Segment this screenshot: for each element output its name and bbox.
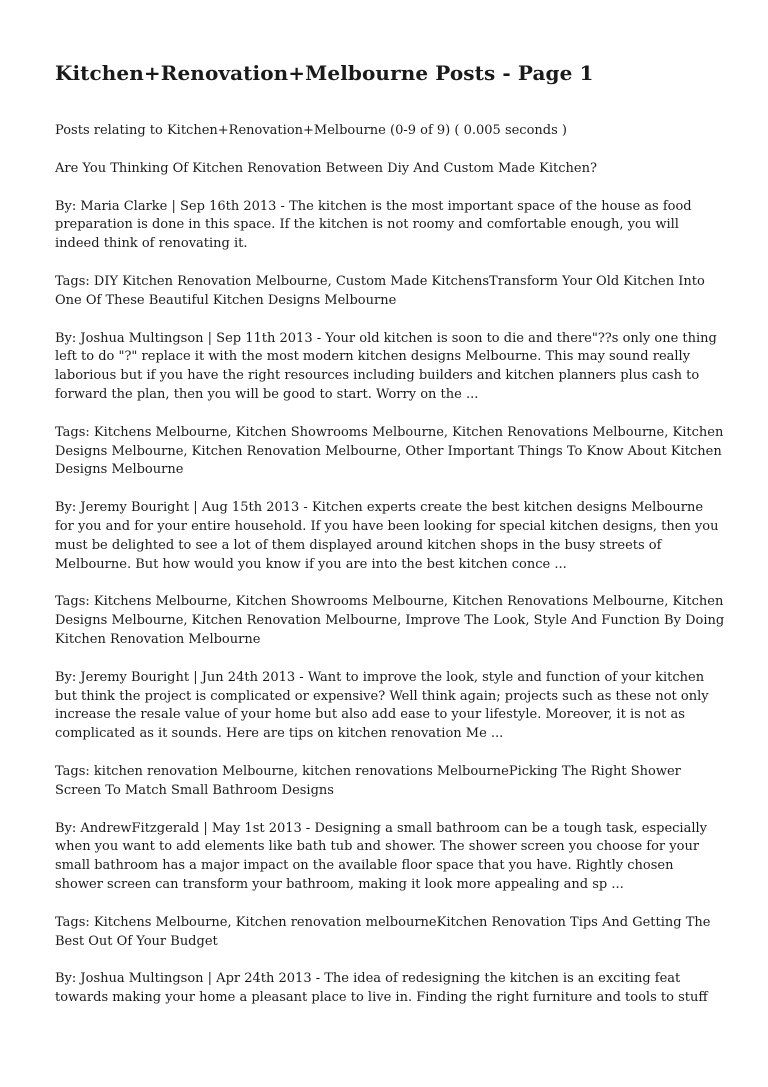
paragraph <box>55 330 715 405</box>
text-line: left to do "?" replace it with the most modern kitchen designs Melbourne. This may sound really <box>55 349 691 365</box>
text-line: Tags: DIY Kitchen Renovation Melbourne, Custom Made KitchensTransform Your Old Kitchen Into <box>55 273 705 289</box>
text-line: Tags: kitchen renovation Melbourne, kitchen renovations MelbournePicking The Right Shower <box>55 763 681 779</box>
document-page <box>55 58 725 1027</box>
text-line: when you want to add elements like bath tub and shower. The shower screen you choose for your <box>55 839 700 855</box>
text-line: Kitchen Renovation Melbourne <box>55 631 261 647</box>
paragraph <box>55 273 715 311</box>
text-line: for you and for your entire household. If you have been looking for special kitchen designs, then you <box>55 518 719 534</box>
text-line: indeed think of renovating it. <box>55 236 248 252</box>
paragraph <box>55 198 715 254</box>
paragraph <box>55 160 715 179</box>
paragraph <box>55 499 719 574</box>
text-line: towards making your home a pleasant place to live in. Finding the right furniture and tools to stuff <box>55 990 708 1006</box>
text-line: complicated as it sounds. Here are tips on kitchen renovation Me ... <box>55 726 504 742</box>
paragraph <box>55 970 715 1008</box>
page-title: Kitchen+Renovation+Melbourne Posts - Page 1 <box>55 61 594 85</box>
text-line: preparation is done in this space. If the kitchen is not roomy and comfortable enough, you will <box>55 217 679 233</box>
text-line: One Of These Beautiful Kitchen Designs Melbourne <box>55 292 397 308</box>
text-line: Tags: Kitchens Melbourne, Kitchen Showrooms Melbourne, Kitchen Renovations Melbourne, Kitchen <box>55 424 724 440</box>
text-line: By: Maria Clarke | Sep 16th 2013 - The kitchen is the most important space of the house as food <box>55 198 692 214</box>
paragraph <box>55 122 715 141</box>
text-line: Tags: Kitchens Melbourne, Kitchen renovation melbourneKitchen Renovation Tips And Getting The <box>55 914 711 930</box>
text-line: shower screen can transform your bathroom, making it look more appealing and sp ... <box>55 876 624 892</box>
text-line: Melbourne. But how would you know if you are into the best kitchen conce ... <box>55 556 567 572</box>
text-line: By: Jeremy Bouright | Jun 24th 2013 - Want to improve the look, style and function of your kitchen <box>55 669 705 685</box>
text-line: Posts relating to Kitchen+Renovation+Melbourne (0-9 of 9) ( 0.005 seconds ) <box>55 123 567 138</box>
document-body <box>55 122 725 1008</box>
text-line: By: AndrewFitzgerald | May 1st 2013 - Designing a small bathroom can be a tough task, especially <box>55 820 707 836</box>
text-line: By: Joshua Multingson | Sep 11th 2013 - Your old kitchen is soon to die and there"??s only one thing <box>55 330 717 346</box>
paragraph <box>55 669 715 744</box>
text-line: increase the resale value of your home but also add ease to your lifestyle. Moreover, it is not as <box>55 707 685 723</box>
text-line: Tags: Kitchens Melbourne, Kitchen Showrooms Melbourne, Kitchen Renovations Melbourne, Kitchen <box>55 594 724 610</box>
paragraph <box>55 914 715 952</box>
text-line: Best Out Of Your Budget <box>55 933 218 949</box>
text-line: laborious but if you have the right resources including builders and kitchen planners plus cash to <box>55 368 700 384</box>
paragraph <box>55 424 724 480</box>
text-line: By: Jeremy Bouright | Aug 15th 2013 - Kitchen experts create the best kitchen designs Melbourne <box>55 500 704 516</box>
paragraph <box>55 820 715 895</box>
text-line: small bathroom has a major impact on the available floor space that you have. Rightly chosen <box>55 858 674 874</box>
text-line: forward the plan, then you will be good to start. Worry on the ... <box>55 386 479 402</box>
paragraph <box>55 763 715 801</box>
text-line: Designs Melbourne, Kitchen Renovation Melbourne, Other Important Things To Know About Kitchen <box>55 443 722 459</box>
text-line: but think the project is complicated or expensive? Well think again; projects such as these not only <box>55 688 709 704</box>
text-line: Screen To Match Small Bathroom Designs <box>55 782 334 798</box>
text-line: Are You Thinking Of Kitchen Renovation Between Diy And Custom Made Kitchen? <box>55 160 597 176</box>
text-line: must be delighted to see a lot of them displayed around kitchen shops in the busy streets of <box>55 537 662 553</box>
text-line: By: Joshua Multingson | Apr 24th 2013 - The idea of redesigning the kitchen is an exciting feat <box>55 971 681 987</box>
text-line: Designs Melbourne <box>55 462 184 478</box>
paragraph <box>55 593 725 649</box>
text-line: Designs Melbourne, Kitchen Renovation Melbourne, Improve The Look, Style And Function By Doing <box>55 613 725 629</box>
